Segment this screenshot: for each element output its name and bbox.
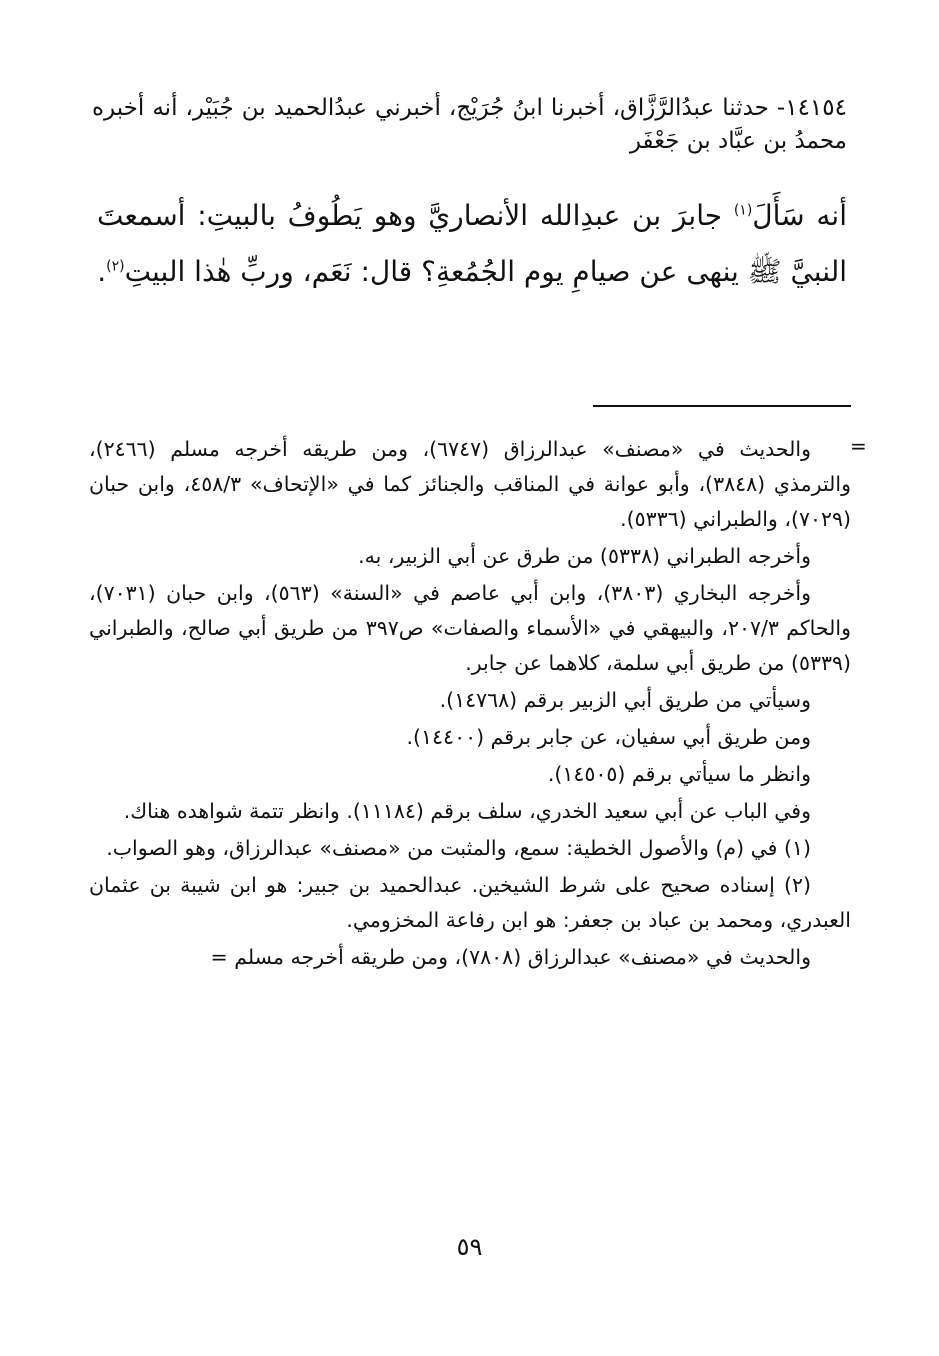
footnote-paragraph: وانظر ما سيأتي برقم (١٤٥٠٥). bbox=[547, 762, 811, 786]
footnote-ref-1[interactable]: (١) bbox=[733, 202, 753, 219]
matn-end: . bbox=[97, 255, 107, 288]
footnote-paragraph: وأخرجه الطبراني (٥٣٣٨) من طرق عن أبي الزبير، به. bbox=[358, 544, 811, 568]
footnote-paragraph: وأخرجه البخاري (٣٨٠٣)، وابن أبي عاصم في «السنة» (٥٦٣)، وابن حبان (٧٠٣١)، والحاكم ٢٠٧/٣، والبيهقي في «الأسماء والصفات» ص٣٩٧ من طريق أبي صالح، والطبراني (٥٣٣٩) من طريق أبي سلمة، كلاهما عن جابر. bbox=[89, 581, 851, 675]
footnote-continuation-mark: = bbox=[850, 434, 867, 458]
footnote-1: (١) في (م) والأصول الخطية: سمع، والمثبت من «مصنف» عبدالرزاق، وهو الصواب. bbox=[106, 836, 811, 860]
footnote-paragraph: والحديث في «مصنف» عبدالرزاق (٧٨٠٨)، ومن طريقه أخرجه مسلم = bbox=[210, 945, 811, 969]
footnote-ref-2[interactable]: (٢) bbox=[106, 258, 125, 275]
footnote-paragraph: وفي الباب عن أبي سعيد الخدري، سلف برقم (١١١٨٤). وانظر تتمة شواهده هناك. bbox=[123, 799, 811, 823]
footnote-separator bbox=[593, 405, 851, 407]
matn-text: جابرَ بن عبدِالله الأنصاريَّ وهو يَطُوفُ بالبيتِ: أسمعتَ النبيَّ ﷺ ينهى عن صيامِ يوم الجُمُعةِ؟ قال: نَعَم، وربِّ هٰذا البيتِ bbox=[97, 199, 847, 288]
matn-opening: أنه سَأَلَ bbox=[752, 199, 848, 232]
footnote-paragraph: وسيأتي من طريق أبي الزبير برقم (١٤٧٦٨). bbox=[439, 688, 811, 712]
hadith-isnad: ١٤١٥٤- حدثنا عبدُالرَّزَّاق، أخبرنا ابنُ جُرَيْج، أخبرني عبدُالحميد بن جُبَيْر، أنه أخبره محمدُ بن عبَّاد بن جَعْفَر bbox=[92, 95, 847, 154]
footnotes bbox=[89, 432, 851, 977]
footnote-paragraph: ومن طريق أبي سفيان، عن جابر برقم (١٤٤٠٠). bbox=[406, 725, 811, 749]
footnote-paragraph: والحديث في «مصنف» عبدالرزاق (٦٧٤٧)، ومن طريقه أخرجه مسلم (٢٤٦٦)، والترمذي (٣٨٤٨)، وأبو عوانة في المناقب والجنائز كما في «الإتحاف» ٤٥٨/٣، وابن حبان (٧٠٢٩)، والطبراني (٥٣٣٦). bbox=[89, 437, 852, 531]
footnote-2: (٢) إسناده صحيح على شرط الشيخين. عبدالحميد بن جبير: هو ابن شيبة بن عثمان العبدري، ومحمد بن عباد بن جعفر: هو ابن رفاعة المخزومي. bbox=[89, 873, 851, 932]
page-number: ٥٩ bbox=[456, 1233, 483, 1261]
hadith-matn bbox=[97, 188, 847, 300]
